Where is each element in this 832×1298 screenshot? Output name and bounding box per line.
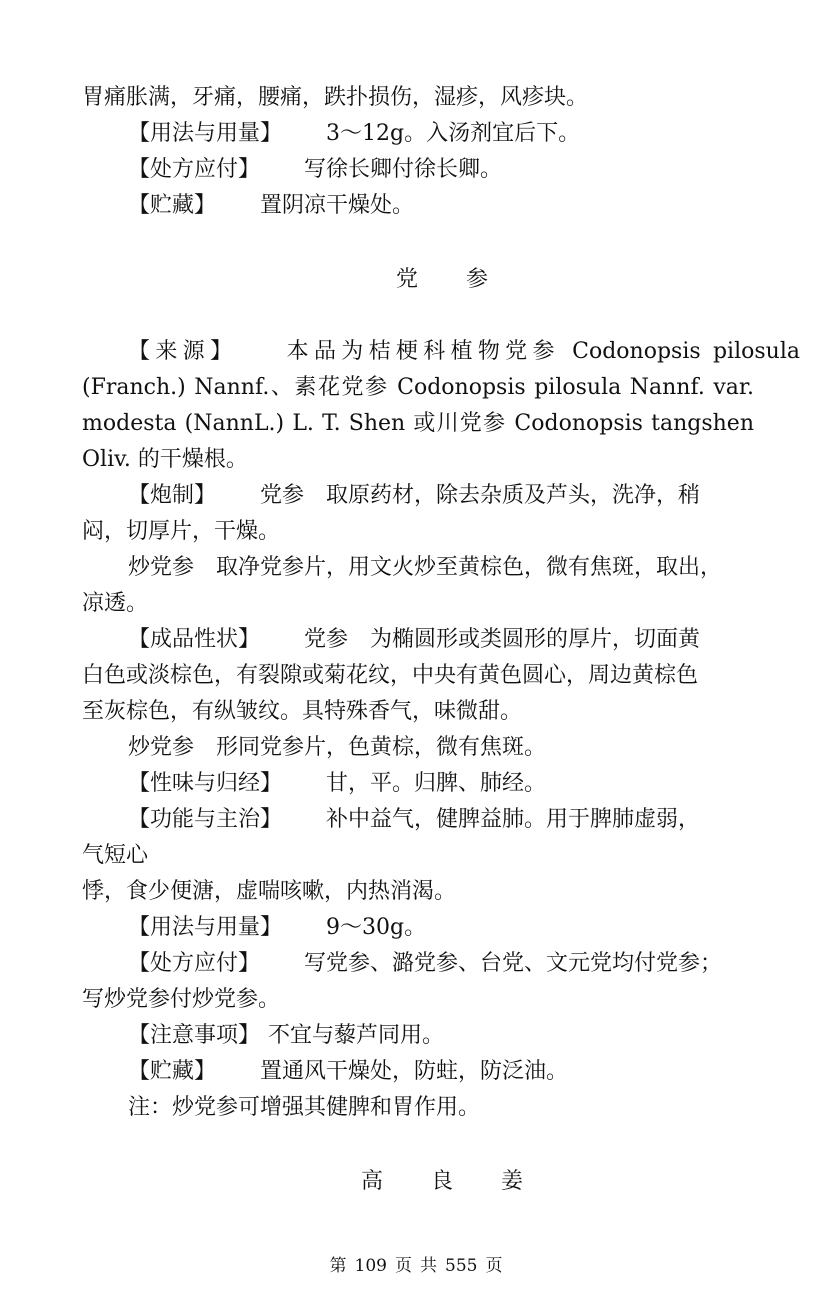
function-text: 补中益气，健脾益肺。用于脾肺虚弱， xyxy=(326,807,701,832)
total-pages: 555 xyxy=(445,1256,478,1276)
text-line: 气短心 xyxy=(82,843,149,868)
entry-title: 党参 xyxy=(395,267,536,292)
usage-label: 【用法与用量】 xyxy=(128,915,283,940)
text-line: 白色或淡棕色，有裂隙或菊花纹，中央有黄色圆心，周边黄棕色 xyxy=(82,663,699,688)
note: 注：炒党参可增强其健脾和胃作用。 xyxy=(128,1095,481,1120)
text-line: modesta (NannL.) L. T. Shen 或川党参 Codonopsis tangshen xyxy=(82,411,754,436)
characteristics-label: 【成品性状】 xyxy=(128,627,261,652)
text-line: 凉透。 xyxy=(82,591,149,616)
taste-label: 【性味与归经】 xyxy=(128,771,283,796)
storage-row xyxy=(82,1054,800,1090)
footer-suffix: 页 xyxy=(485,1256,503,1276)
characteristics-row xyxy=(82,622,800,658)
text-line: 炒党参 取净党参片，用文火炒至黄棕色，微有焦斑，取出， xyxy=(128,555,723,580)
text-line: (Franch.) Nannf.、素花党参 Codonopsis pilosula Nannf. var. xyxy=(82,375,754,400)
prescription-label: 【处方应付】 xyxy=(128,951,261,976)
caution-text: 不宜与藜芦同用。 xyxy=(268,1023,445,1048)
source-row xyxy=(82,334,800,370)
prescription-text: 写徐长卿付徐长卿。 xyxy=(304,157,503,182)
prescription-label: 【处方应付】 xyxy=(128,157,261,182)
taste-text: 甘，平。归脾、肺经。 xyxy=(326,771,547,796)
function-label: 【功能与主治】 xyxy=(128,807,283,832)
storage-text: 置阴凉干燥处。 xyxy=(260,193,415,218)
usage-row xyxy=(82,910,800,946)
source-label: 【来源】 xyxy=(128,339,238,364)
taste-row xyxy=(82,766,800,802)
prescription-text: 写党参、潞党参、台党、文元党均付党参； xyxy=(304,951,723,976)
source-text: 本品为桔梗科植物党参 Codonopsis pilosula xyxy=(281,339,800,364)
caution-row xyxy=(82,1018,800,1054)
text-line: 写炒党参付炒党参。 xyxy=(82,987,281,1012)
usage-text: 3～12g。入汤剂宜后下。 xyxy=(326,121,581,146)
caution-label: 【注意事项】 xyxy=(128,1023,261,1048)
prescription-row xyxy=(82,152,800,188)
usage-row xyxy=(82,116,800,152)
text-line: 悸，食少便溏，虚喘咳嗽，内热消渴。 xyxy=(82,879,457,904)
processing-row xyxy=(82,478,800,514)
text-line: 胃痛胀满，牙痛，腰痛，跌扑损伤，湿疹，风疹块。 xyxy=(82,85,589,110)
storage-row xyxy=(82,188,800,224)
prescription-row xyxy=(82,946,800,982)
characteristics-text: 党参 为椭圆形或类圆形的厚片，切面黄 xyxy=(304,627,701,652)
footer-mid2: 共 xyxy=(420,1256,437,1276)
function-row xyxy=(82,802,800,838)
usage-text: 9～30g。 xyxy=(326,915,427,940)
page-number: 109 xyxy=(354,1256,387,1276)
next-entry-title: 高良姜 xyxy=(360,1169,571,1194)
storage-label: 【贮藏】 xyxy=(128,193,217,218)
text-line: 闷，切厚片，干燥。 xyxy=(82,519,281,544)
footer-prefix: 第 xyxy=(329,1256,347,1276)
text-line: 至灰棕色，有纵皱纹。具特殊香气，味微甜。 xyxy=(82,699,523,724)
page-footer xyxy=(0,1254,832,1278)
storage-text: 置通风干燥处，防蛀，防泛油。 xyxy=(260,1059,569,1084)
text-line: Oliv. 的干燥根。 xyxy=(82,447,248,472)
usage-label: 【用法与用量】 xyxy=(128,121,283,146)
processing-label: 【炮制】 xyxy=(128,483,217,508)
footer-mid1: 页 xyxy=(395,1256,412,1276)
processing-text: 党参 取原药材，除去杂质及芦头，洗净，稍 xyxy=(260,483,701,508)
storage-label: 【贮藏】 xyxy=(128,1059,217,1084)
text-line: 炒党参 形同党参片，色黄棕，微有焦斑。 xyxy=(128,735,547,760)
